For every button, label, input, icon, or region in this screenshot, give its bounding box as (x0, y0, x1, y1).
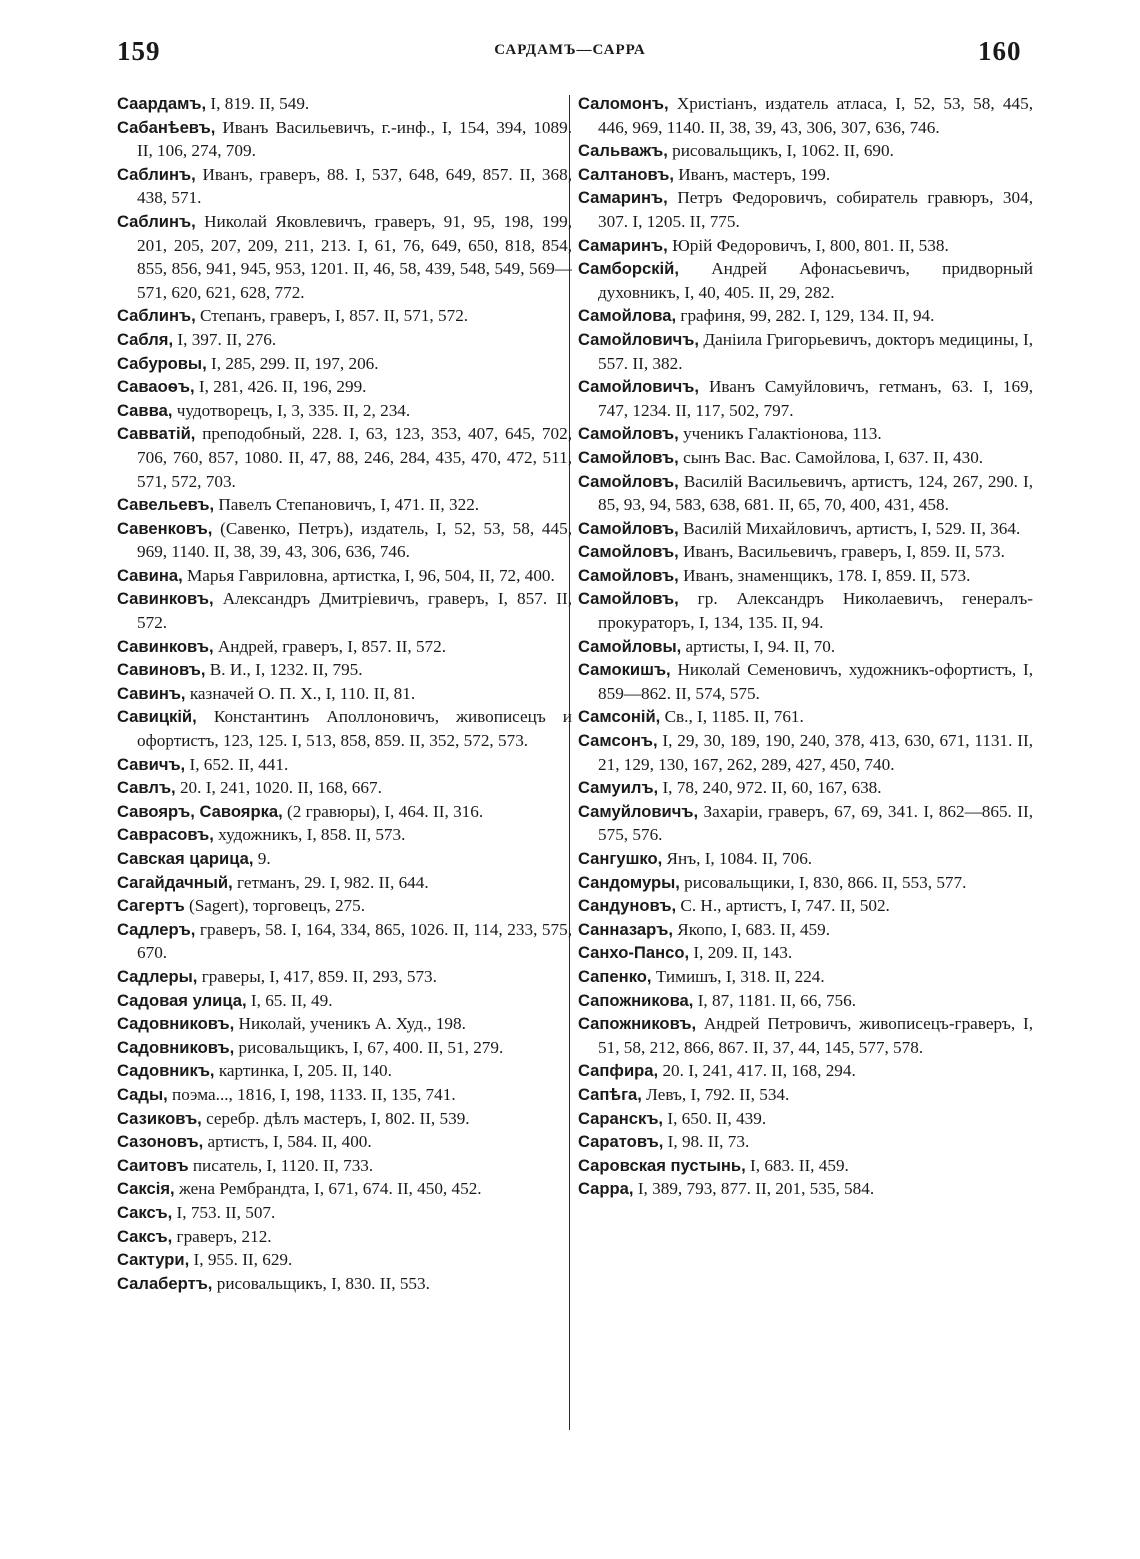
entry-headword: Самойловъ, (578, 565, 679, 585)
index-entry (117, 1272, 572, 1296)
entry-headword: Самойловъ, (578, 447, 679, 467)
entry-headword: Савва, (117, 400, 173, 420)
index-entry (117, 918, 572, 965)
entry-headword: Саранскъ, (578, 1108, 664, 1128)
entry-headword: Сапожниковъ, (578, 1014, 697, 1034)
entry-references: преподобный, 228. I, 63, 123, 353, 407, 645, 702, 706, 760, 857, 1080. II, 47, 88, 246, 284, 435, 470, 472, 511, 571, 572, 703. (137, 424, 573, 491)
entry-headword: Саваоѳъ, (117, 377, 195, 397)
entry-headword: Самаринъ, (578, 188, 668, 208)
entry-references: писатель, I, 1120. II, 733. (192, 1155, 374, 1175)
entry-headword: Самойловичъ, (578, 377, 700, 397)
entry-headword: Сагайдачный, (117, 872, 233, 892)
entry-headword: Садовниковъ, (117, 1037, 235, 1057)
index-entry (578, 422, 1033, 446)
entry-references: Петръ Федоровичъ, собиратель гравюръ, 304, 307. I, 1205. II, 775. (598, 188, 1033, 231)
index-entry (117, 116, 572, 163)
index-entry (117, 776, 572, 800)
entry-references: рисовальщики, I, 830, 866. II, 553, 577. (684, 872, 967, 892)
entry-headword: Сапенко, (578, 966, 652, 986)
entry-references: (Sagert), торговецъ, 275. (189, 896, 366, 916)
entry-headword: Савенковъ, (117, 518, 213, 538)
entry-references: картинка, I, 205. II, 140. (218, 1061, 392, 1081)
entry-references: серебр. дѣлъ мастеръ, I, 802. II, 539. (206, 1108, 470, 1128)
page-number-left: 159 (117, 36, 161, 66)
index-entry (117, 92, 572, 116)
index-entry (578, 1012, 1033, 1059)
entry-headword: Сапфира, (578, 1061, 659, 1081)
entry-headword: Санхо-Пансо, (578, 943, 690, 963)
entry-references: Константинъ Аполлоновичъ, живописецъ и офортистъ, 123, 125. I, 513, 858, 859. II, 352, 572, 573. (137, 707, 573, 751)
entry-references: гр. Александръ Николаевичъ, генералъ-прокураторъ, I, 134, 135. II, 94. (598, 589, 1033, 633)
entry-headword: Сабуровы, (117, 353, 207, 373)
entry-references: Андрей Афонасьевичъ, придворный духовникъ, I, 40, 405. II, 29, 282. (598, 259, 1033, 302)
entry-headword: Савина, (117, 565, 183, 585)
index-entry (578, 871, 1033, 895)
index-entry (117, 682, 572, 706)
index-entry (578, 139, 1033, 163)
index-entry (578, 304, 1033, 328)
index-entry (117, 823, 572, 847)
entry-headword: Самойловъ, (578, 542, 679, 562)
entry-headword: Сапожникова, (578, 990, 694, 1010)
entry-headword: Саитовъ (117, 1155, 189, 1175)
index-entry (117, 989, 572, 1013)
entry-headword: Салабертъ, (117, 1273, 213, 1293)
entry-references: I, 955. II, 629. (193, 1250, 293, 1270)
index-entry (578, 918, 1033, 942)
entry-headword: Саблинъ, (117, 211, 196, 231)
index-entry (578, 1107, 1033, 1131)
entry-headword: Савиновъ, (117, 660, 206, 680)
entry-headword: Самсоній, (578, 707, 661, 727)
index-entry (117, 753, 572, 777)
index-entry (117, 493, 572, 517)
entry-references: I, 819. II, 549. (210, 94, 310, 113)
entry-references: артистъ, I, 584. II, 400. (207, 1132, 372, 1152)
index-entry (117, 1036, 572, 1060)
entry-references: Павелъ Степановичъ, I, 471. II, 322. (218, 495, 480, 515)
entry-references: чудотворецъ, I, 3, 335. II, 2, 234. (176, 400, 411, 420)
entry-headword: Самойловъ, (578, 424, 679, 444)
page-number-right: 160 (978, 36, 1022, 66)
index-entry (578, 1083, 1033, 1107)
index-entry (117, 163, 572, 210)
entry-headword: Саврасовъ, (117, 825, 214, 845)
index-entry (117, 1130, 572, 1154)
entry-headword: Самуилъ, (578, 778, 659, 798)
entry-references: 20. I, 241, 417. II, 168, 294. (662, 1061, 856, 1081)
entry-headword: Садлеры, (117, 966, 198, 986)
entry-headword: Сады, (117, 1084, 168, 1104)
index-entry (578, 234, 1033, 258)
entry-headword: Самборскій, (578, 259, 679, 279)
entry-headword: Саардамъ, (117, 94, 207, 113)
entry-headword: Сактури, (117, 1250, 190, 1270)
index-entry (117, 1248, 572, 1272)
entry-references: I, 87, 1181. II, 66, 756. (697, 990, 857, 1010)
entry-references: Юрій Федоровичъ, I, 800, 801. II, 538. (672, 235, 949, 255)
entry-headword: Саксъ, (117, 1226, 173, 1246)
index-entry (117, 1059, 572, 1083)
entry-headword: Сандомуры, (578, 872, 680, 892)
index-entry (578, 989, 1033, 1013)
entry-references: I, 65. II, 49. (250, 990, 333, 1010)
index-entry (578, 375, 1033, 422)
entry-headword: Савватій, (117, 424, 196, 444)
entry-references: рисовальщикъ, I, 830. II, 553. (216, 1273, 430, 1293)
entry-headword: Савинъ, (117, 683, 186, 703)
index-column-left (117, 92, 572, 1295)
entry-headword: Садлеръ, (117, 919, 196, 939)
running-title: САРДАМЪ—САРРА (494, 42, 646, 58)
entry-headword: Сальважъ, (578, 141, 668, 161)
entry-headword: Сандуновъ, (578, 896, 677, 916)
entry-headword: Салтановъ, (578, 164, 674, 184)
entry-headword: Самуйловичъ, (578, 801, 699, 821)
index-column-right (578, 92, 1033, 1201)
index-entry (117, 1177, 572, 1201)
entry-references: 20. I, 241, 1020. II, 168, 667. (179, 778, 382, 798)
index-entry (578, 729, 1033, 776)
index-entry (117, 1201, 572, 1225)
entry-references: поэма..., 1816, I, 198, 1133. II, 135, 741. (172, 1084, 456, 1104)
entry-references: граверы, I, 417, 859. II, 293, 573. (201, 966, 437, 986)
entry-references: I, 683. II, 459. (750, 1155, 849, 1175)
entry-headword: Самойловы, (578, 636, 682, 656)
entry-references: граверъ, 58. I, 164, 334, 865, 1026. II, 114, 233, 575, 670. (137, 919, 573, 963)
entry-references: I, 209. II, 143. (693, 943, 793, 963)
index-entry (117, 517, 572, 564)
entry-references: Николай, ученикъ А. Худ., 198. (238, 1014, 466, 1034)
entry-references: жена Рембрандта, I, 671, 674. II, 450, 452. (178, 1179, 482, 1199)
index-entry (578, 446, 1033, 470)
index-entry (578, 658, 1033, 705)
index-entry (117, 304, 572, 328)
index-entry (578, 705, 1033, 729)
index-entry (117, 328, 572, 352)
entry-headword: Сангушко, (578, 849, 663, 868)
entry-references: Иванъ Самуйловичъ, гетманъ, 63. I, 169, 747, 1234. II, 117, 502, 797. (598, 377, 1034, 420)
entry-headword: Савинковъ, (117, 589, 214, 609)
entry-headword: Санназаръ, (578, 919, 673, 939)
entry-headword: Сапѣга, (578, 1084, 642, 1104)
entry-references: Марья Гавриловна, артистка, I, 96, 504, II, 72, 400. (186, 565, 555, 585)
index-entry (117, 422, 572, 493)
entry-headword: Савояръ, Савоярка, (117, 801, 283, 821)
entry-references: I, 285, 299. II, 197, 206. (211, 353, 379, 373)
entry-headword: Садовникъ, (117, 1061, 215, 1081)
index-entry (578, 257, 1033, 304)
index-entry (117, 965, 572, 989)
index-entry (578, 800, 1033, 847)
entry-headword: Савинковъ, (117, 636, 214, 656)
index-entry (578, 776, 1033, 800)
entry-references: (Савенко, Петръ), издатель, I, 52, 53, 58, 445, 969, 1140. II, 38, 39, 43, 306, 636, 746. (137, 518, 572, 562)
entry-references: С. Н., артистъ, I, 747. II, 502. (680, 896, 890, 916)
entry-references: I, 753. II, 507. (176, 1202, 276, 1222)
index-entry (578, 1059, 1033, 1083)
entry-references: Николай Яковлевичъ, граверъ, 91, 95, 198, 199, 201, 205, 207, 209, 211, 213. I, 61, 76, 649, 650, 818, 854, 855, 856, 941, 945, 953, 1201. II, 46, 58, 439, 548, 549, 569—571, 620, 621, 628, 772. (137, 211, 572, 302)
index-entry (578, 517, 1033, 541)
entry-references: сынъ Вас. Вас. Самойлова, I, 637. II, 430. (683, 447, 984, 467)
entry-references: графиня, 99, 282. I, 129, 134. II, 94. (680, 306, 935, 326)
index-entry (117, 1012, 572, 1036)
entry-headword: Сагертъ (117, 896, 185, 916)
entry-references: Иванъ, граверъ, 88. I, 537, 648, 649, 857. II, 368, 438, 571. (137, 164, 572, 208)
entry-references: Иванъ Васильевичъ, г.-инф., I, 154, 394, 1089. II, 106, 274, 709. (137, 117, 573, 161)
entry-references: артисты, I, 94. II, 70. (685, 636, 836, 656)
entry-headword: Саблинъ, (117, 164, 196, 184)
index-entry (578, 1177, 1033, 1201)
entry-headword: Сазиковъ, (117, 1108, 202, 1128)
entry-headword: Савичъ, (117, 754, 186, 774)
entry-references: I, 650. II, 439. (667, 1108, 767, 1128)
entry-references: Андрей, граверъ, I, 857. II, 572. (217, 636, 447, 656)
entry-headword: Сазоновъ, (117, 1132, 204, 1152)
entry-references: I, 652. II, 441. (189, 754, 289, 774)
index-entry (578, 941, 1033, 965)
index-entry (117, 352, 572, 376)
entry-headword: Сарра, (578, 1179, 634, 1199)
entry-references: Тимишъ, I, 318. II, 224. (655, 966, 825, 986)
index-entry (117, 1225, 572, 1249)
entry-references: граверъ, 212. (176, 1226, 272, 1246)
index-entry (578, 635, 1033, 659)
index-entry (578, 564, 1033, 588)
entry-references: ученикъ Галактіонова, 113. (683, 424, 882, 444)
entry-headword: Самойловъ, (578, 518, 679, 538)
index-entry (578, 540, 1033, 564)
index-entry (117, 847, 572, 871)
index-entry (117, 800, 572, 824)
entry-headword: Савлъ, (117, 778, 176, 798)
entry-headword: Самсонъ, (578, 731, 658, 751)
entry-references: Андрей Петровичъ, живописецъ-граверъ, I, 51, 58, 212, 866, 867. II, 37, 44, 145, 577, 578. (598, 1014, 1034, 1057)
index-entry (117, 1107, 572, 1131)
entry-references: Христіанъ, издатель атласа, I, 52, 53, 58, 445, 446, 969, 1140. II, 38, 39, 43, 306, 307, 636, 746. (598, 94, 1034, 137)
index-entry (117, 705, 572, 752)
index-entry (578, 965, 1033, 989)
entry-references: художникъ, I, 858. II, 573. (218, 825, 406, 845)
entry-headword: Савицкій, (117, 707, 197, 727)
entry-headword: Сабля, (117, 329, 174, 349)
entry-references: рисовальщикъ, I, 67, 400. II, 51, 279. (238, 1037, 504, 1057)
index-entry (578, 163, 1033, 187)
entry-references: I, 389, 793, 877. II, 201, 535, 584. (637, 1179, 875, 1199)
index-entry (578, 587, 1033, 634)
index-entry (578, 92, 1033, 139)
index-entry (578, 470, 1033, 517)
entry-references: I, 29, 30, 189, 190, 240, 378, 413, 630, 671, 1131. II, 21, 129, 130, 167, 262, 289, 427, 450, 740. (598, 731, 1033, 774)
index-entry (117, 210, 572, 304)
entry-references: гетманъ, 29. I, 982. II, 644. (237, 872, 429, 892)
index-entry (117, 871, 572, 895)
index-entry (117, 375, 572, 399)
index-entry (578, 328, 1033, 375)
entry-references: I, 281, 426. II, 196, 299. (198, 377, 367, 397)
entry-headword: Саровская пустынь, (578, 1155, 746, 1175)
index-entry (578, 847, 1033, 871)
entry-references: Янъ, I, 1084. II, 706. (666, 849, 813, 868)
entry-headword: Самойловъ, (578, 589, 679, 609)
entry-references: рисовальщикъ, I, 1062. II, 690. (672, 141, 894, 161)
entry-references: В. И., I, 1232. II, 795. (209, 660, 363, 680)
entry-references: Николай Семеновичъ, художникъ-офортистъ, I, 859—862. II, 574, 575. (598, 660, 1034, 703)
index-entry (117, 894, 572, 918)
entry-headword: Саксія, (117, 1179, 175, 1199)
entry-references: I, 78, 240, 972. II, 60, 167, 638. (662, 778, 882, 798)
entry-headword: Саратовъ, (578, 1132, 664, 1152)
entry-references: Иванъ, знаменщикъ, 178. I, 859. II, 573. (683, 565, 971, 585)
index-entry (578, 186, 1033, 233)
entry-references: Даніила Григорьевичъ, докторъ медицины, I, 557. II, 382. (598, 329, 1034, 373)
entry-references: 9. (257, 849, 271, 868)
entry-references: Иванъ, мастеръ, 199. (678, 164, 831, 184)
entry-headword: Саблинъ, (117, 306, 196, 326)
index-entry (578, 1154, 1033, 1178)
index-entry (117, 399, 572, 423)
entry-headword: Савская царица, (117, 849, 254, 868)
entry-references: Александръ Дмитріевичъ, граверъ, I, 857. II, 572. (137, 589, 572, 633)
entry-headword: Сабанѣевъ, (117, 117, 216, 137)
entry-headword: Самойловичъ, (578, 329, 700, 349)
index-entry (117, 658, 572, 682)
index-entry (117, 564, 572, 588)
entry-references: казначей О. П. Х., I, 110. II, 81. (189, 683, 416, 703)
index-entry (117, 1154, 572, 1178)
index-entry (578, 1130, 1033, 1154)
entry-headword: Савельевъ, (117, 495, 215, 515)
entry-headword: Самойловъ, (578, 471, 679, 491)
entry-references: Св., I, 1185. II, 761. (664, 707, 804, 727)
entry-references: (2 гравюры), I, 464. II, 316. (287, 801, 484, 821)
entry-headword: Саломонъ, (578, 94, 669, 113)
entry-headword: Самокишъ, (578, 660, 671, 680)
index-entry (117, 587, 572, 634)
entry-references: Степанъ, граверъ, I, 857. II, 571, 572. (200, 306, 469, 326)
entry-headword: Саксъ, (117, 1202, 173, 1222)
entry-headword: Самойлова, (578, 306, 677, 326)
entry-headword: Садовая улица, (117, 990, 247, 1010)
entry-references: Левъ, I, 792. II, 534. (646, 1084, 790, 1104)
entry-references: Захаріи, граверъ, 67, 69, 341. I, 862—865. II, 575, 576. (598, 801, 1033, 845)
entry-references: I, 98. II, 73. (667, 1132, 750, 1152)
index-entry (117, 1083, 572, 1107)
entry-headword: Самаринъ, (578, 235, 668, 255)
entry-references: I, 397. II, 276. (177, 329, 277, 349)
entry-references: Василій Васильевичъ, артистъ, 124, 267, 290. I, 85, 93, 94, 583, 638, 681. II, 65, 70, 400, 431, 458. (598, 471, 1034, 515)
entry-references: Василій Михайловичъ, артистъ, I, 529. II, 364. (683, 518, 1021, 538)
entry-headword: Садовниковъ, (117, 1014, 235, 1034)
index-entry (578, 894, 1033, 918)
entry-references: Якопо, I, 683. II, 459. (677, 919, 831, 939)
entry-references: Иванъ, Васильевичъ, граверъ, I, 859. II, 573. (683, 542, 1005, 562)
index-entry (117, 635, 572, 659)
